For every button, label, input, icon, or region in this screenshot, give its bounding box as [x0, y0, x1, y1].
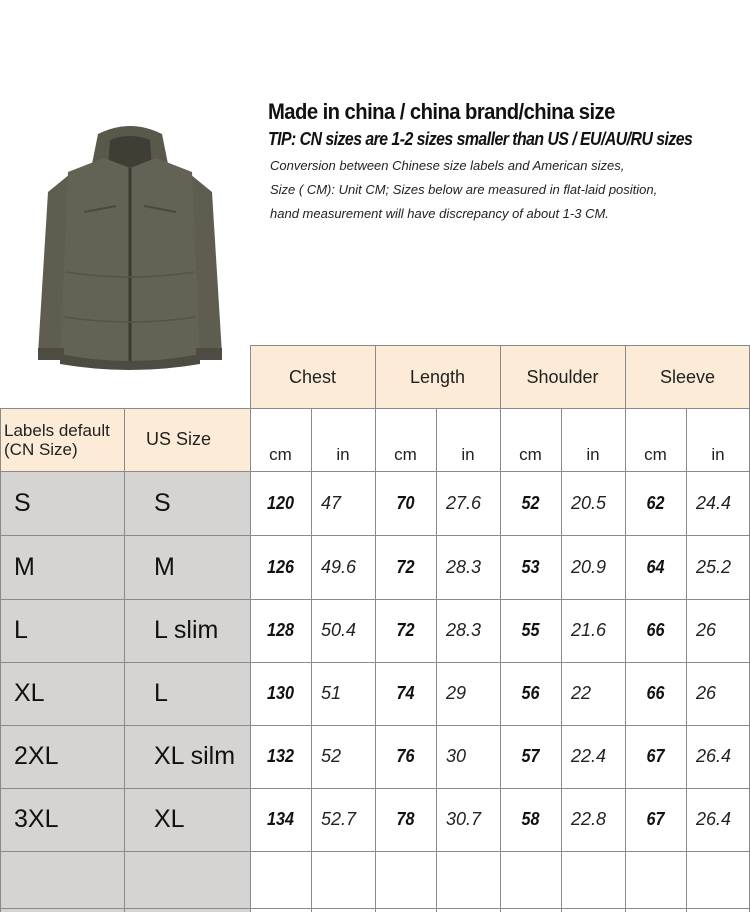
shoulder-cm-cell: 55: [521, 620, 540, 640]
sleeve-cm-cell: 67: [646, 809, 665, 829]
sleeve-in-cell: 26.4: [696, 809, 732, 829]
shoulder-cm-cell: 53: [521, 556, 540, 577]
labels-default-header: Labels default (CN Size): [0, 408, 124, 471]
grid-line: [375, 345, 376, 912]
chest-cm-cell: 126: [266, 556, 295, 577]
length-cm-cell: 74: [396, 683, 415, 703]
shoulder-in-cell: 22.8: [571, 809, 607, 829]
grid-line: [686, 408, 687, 912]
chest-in-cell: 47: [321, 492, 342, 513]
sleeve-cm-cell: 66: [646, 620, 665, 640]
note-line-3: hand measurement will have discrepancy of about 1-3 CM.: [270, 206, 609, 221]
sleeve-cm-cell: 62: [646, 492, 665, 513]
unit-in-sleeve: in: [711, 445, 725, 464]
shoulder-cm-cell: 58: [521, 809, 540, 829]
note-line-1: Conversion between Chinese size labels and American sizes,: [270, 158, 625, 173]
cn-size-cell: 2XL: [14, 742, 59, 770]
length-in-cell: 30: [446, 746, 467, 766]
length-cm-cell: 78: [396, 809, 415, 829]
shoulder-in-cell: 20.5: [571, 492, 607, 513]
grid-line: [311, 408, 312, 912]
us-size-cell: XL silm: [154, 742, 236, 770]
size-tip: TIP: CN sizes are 1-2 sizes smaller than US / EU/AU/RU sizes: [268, 129, 693, 149]
grid-line: [500, 345, 501, 912]
us-size-cell: M: [154, 552, 175, 581]
unit-cm-length: cm: [394, 445, 417, 464]
sleeve-in-cell: 25.2: [696, 556, 732, 577]
length-in-cell: 28.3: [446, 620, 482, 640]
grid-line: [625, 345, 626, 912]
length-in-cell: 29: [446, 683, 467, 703]
length-cm-cell: 70: [396, 492, 415, 513]
unit-in-length: in: [461, 445, 475, 464]
length-cm-cell: 76: [396, 746, 415, 766]
shoulder-cm-cell: 56: [521, 683, 540, 703]
shoulder-in-cell: 22: [571, 683, 592, 703]
cn-size-cell: XL: [14, 679, 45, 707]
unit-cm-shoulder: cm: [519, 445, 542, 464]
us-size-cell: XL: [154, 805, 185, 833]
us-size-cell: S: [154, 488, 171, 517]
length-cm-cell: 72: [396, 620, 415, 640]
us-size-cell: L slim: [154, 616, 219, 644]
us-size-header: US Size: [124, 408, 250, 471]
chest-in-cell: 49.6: [321, 556, 357, 577]
grid-line: [0, 408, 1, 912]
chest-cm-cell: 130: [266, 683, 295, 703]
shoulder-in-cell: 22.4: [571, 746, 607, 766]
length-in-cell: 28.3: [446, 556, 482, 577]
grid-line: [561, 408, 562, 912]
measure-header-shoulder: Shoulder: [500, 346, 625, 408]
grid-line: [250, 345, 251, 912]
cn-size-cell: L: [14, 616, 28, 644]
measure-header-sleeve: Sleeve: [625, 346, 750, 408]
chest-cm-cell: 120: [266, 492, 295, 513]
length-in-cell: 30.7: [446, 809, 482, 829]
shoulder-in-cell: 20.9: [571, 556, 607, 577]
us-size-cell: L: [154, 679, 168, 707]
grid-line: [436, 408, 437, 912]
measure-header-length: Length: [375, 346, 500, 408]
length-in-cell: 27.6: [446, 492, 482, 513]
sleeve-cm-cell: 66: [646, 683, 665, 703]
unit-in-chest: in: [336, 445, 350, 464]
note-line-2: Size ( CM): Unit CM; Sizes below are measured in flat-laid position,: [270, 182, 658, 197]
unit-in-shoulder: in: [586, 445, 600, 464]
unit-cm-sleeve: cm: [644, 445, 667, 464]
cn-size-cell: 3XL: [14, 805, 59, 833]
unit-cm-chest: cm: [269, 445, 292, 464]
sleeve-in-cell: 26: [696, 620, 717, 640]
sleeve-in-cell: 24.4: [696, 492, 732, 513]
length-cm-cell: 72: [396, 556, 415, 577]
sleeve-cm-cell: 67: [646, 746, 665, 766]
sleeve-in-cell: 26: [696, 683, 717, 703]
chest-in-cell: 51: [321, 683, 342, 703]
cn-size-cell: M: [14, 552, 35, 581]
chest-cm-cell: 128: [266, 620, 295, 640]
shoulder-in-cell: 21.6: [571, 620, 607, 640]
page-title: Made in china / china brand/china size: [268, 99, 615, 124]
cn-size-cell: S: [14, 488, 31, 517]
chest-in-cell: 52.7: [321, 809, 357, 829]
hooded-jacket-icon: [30, 122, 230, 374]
grid-line: [124, 408, 125, 912]
sleeve-in-cell: 26.4: [696, 746, 732, 766]
sleeve-cm-cell: 64: [646, 556, 665, 577]
chest-cm-cell: 134: [266, 809, 295, 829]
chest-in-cell: 52: [321, 746, 342, 766]
chest-cm-cell: 132: [266, 746, 295, 766]
shoulder-cm-cell: 52: [521, 492, 540, 513]
chest-in-cell: 50.4: [321, 620, 357, 640]
measure-header-chest: Chest: [250, 346, 375, 408]
shoulder-cm-cell: 57: [521, 746, 540, 766]
